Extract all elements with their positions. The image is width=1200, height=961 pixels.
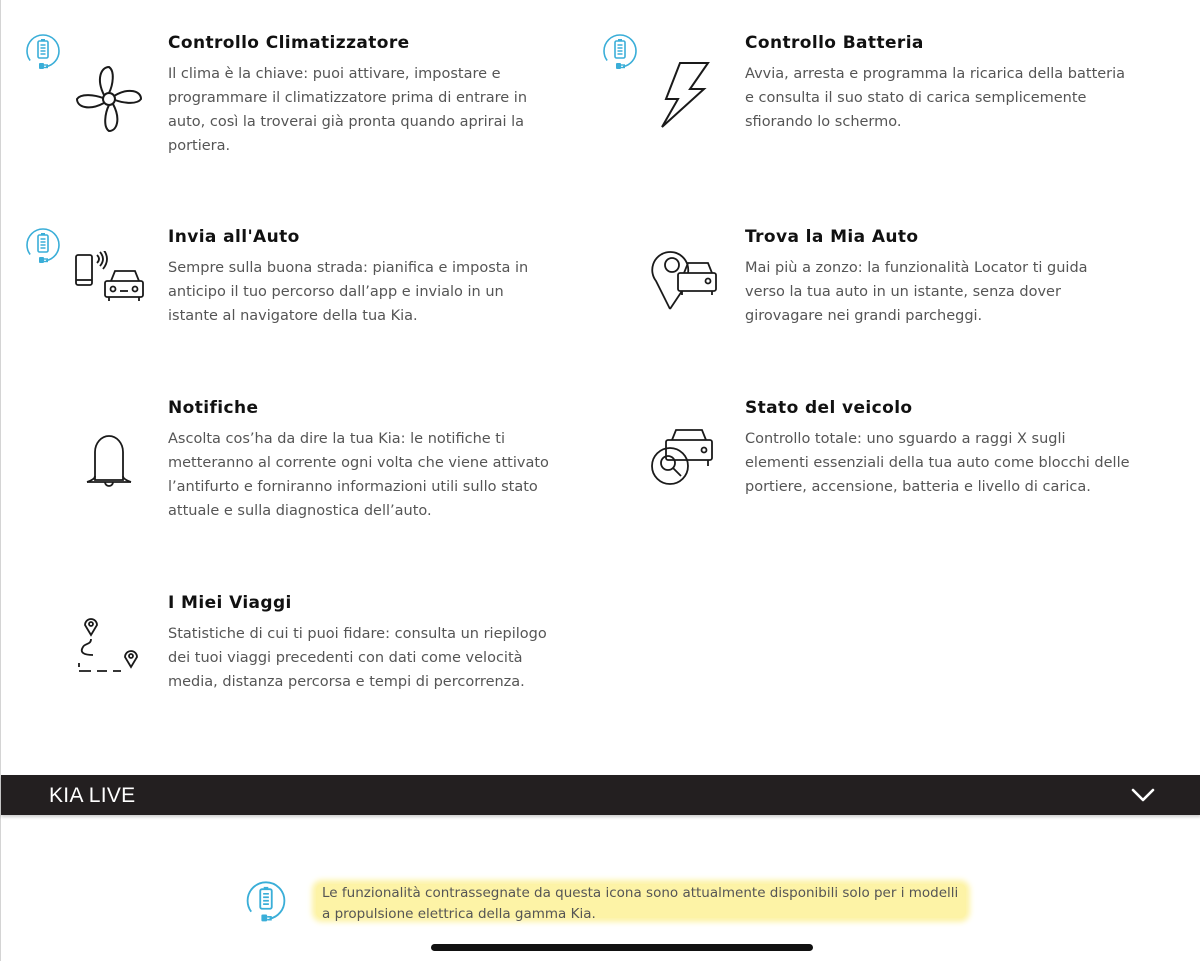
feature-title: Trova la Mia Auto — [745, 227, 919, 247]
feature-description: Avvia, arresta e programma la ricarica della batteria e consulta il suo stato di carica semplicemente sfiorando lo schermo. — [745, 66, 1126, 130]
feature-i-miei-viaggi — [1, 593, 561, 703]
kia-live-label: KIA LIVE — [49, 784, 136, 807]
feature-description: Mai più a zonzo: la funzionalità Locator ti guida verso la tua auto in un istante, senza dover girovagare nei grandi parcheggi. — [745, 260, 1088, 324]
fan-icon — [71, 61, 147, 137]
feature-title: Stato del veicolo — [745, 398, 913, 418]
car-locator-icon — [648, 243, 724, 319]
ev-battery-icon — [602, 33, 638, 73]
feature-title: Notifiche — [168, 398, 259, 418]
bell-icon — [71, 430, 147, 506]
feature-trova-la-mia-auto — [578, 227, 1138, 337]
kia-live-accordion[interactable] — [1, 775, 1200, 815]
ev-footnote — [316, 884, 966, 922]
chevron-down-icon[interactable] — [1131, 785, 1155, 805]
ev-battery-icon — [25, 227, 61, 267]
feature-description: Controllo totale: uno sguardo a raggi X sugli elementi essenziali della tua auto come blocchi delle portiere, accensione, batteria e livello di carica. — [745, 431, 1130, 495]
ev-battery-icon — [25, 33, 61, 73]
feature-description: Statistiche di cui ti puoi fidare: consulta un riepilogo dei tuoi viaggi precedenti con dati come velocità media, distanza percorsa e tempi di percorrenza. — [168, 626, 547, 690]
lightning-icon — [648, 61, 724, 137]
feature-controllo-climatizzatore — [1, 33, 561, 163]
feature-description: Il clima è la chiave: puoi attivare, impostare e programmare il climatizzatore prima di entrare in auto, così la troverai già pronta quando aprirai la portiera. — [168, 66, 528, 154]
feature-controllo-batteria — [578, 33, 1138, 143]
feature-description: Ascolta cos’ha da dire la tua Kia: le notifiche ti metteranno al corrente ogni volta che viene attivato l’antifurto e forniranno informazioni utili sullo stato attuale e sulla diagnostica dell’auto. — [168, 431, 549, 519]
footnote-text: Le funzionalità contrassegnate da questa icona sono attualmente disponibili solo per i modelli a propulsione elettrica della gamma Kia. — [322, 885, 959, 922]
feature-stato-del-veicolo — [578, 398, 1138, 508]
home-indicator[interactable] — [431, 944, 813, 951]
feature-title: Controllo Batteria — [745, 33, 924, 53]
feature-description: Sempre sulla buona strada: pianifica e imposta in anticipo il tuo percorso dall’app e invialo in un istante al navigatore della tua Kia. — [168, 260, 529, 324]
feature-invia-all-auto — [1, 227, 561, 337]
car-inspect-icon — [648, 426, 724, 502]
feature-notifiche — [1, 398, 561, 528]
phone-to-car-icon — [71, 251, 147, 327]
feature-title: I Miei Viaggi — [168, 593, 292, 613]
feature-title: Invia all'Auto — [168, 227, 300, 247]
ev-battery-icon — [244, 880, 288, 926]
feature-title: Controllo Climatizzatore — [168, 33, 410, 53]
route-icon — [71, 613, 147, 689]
